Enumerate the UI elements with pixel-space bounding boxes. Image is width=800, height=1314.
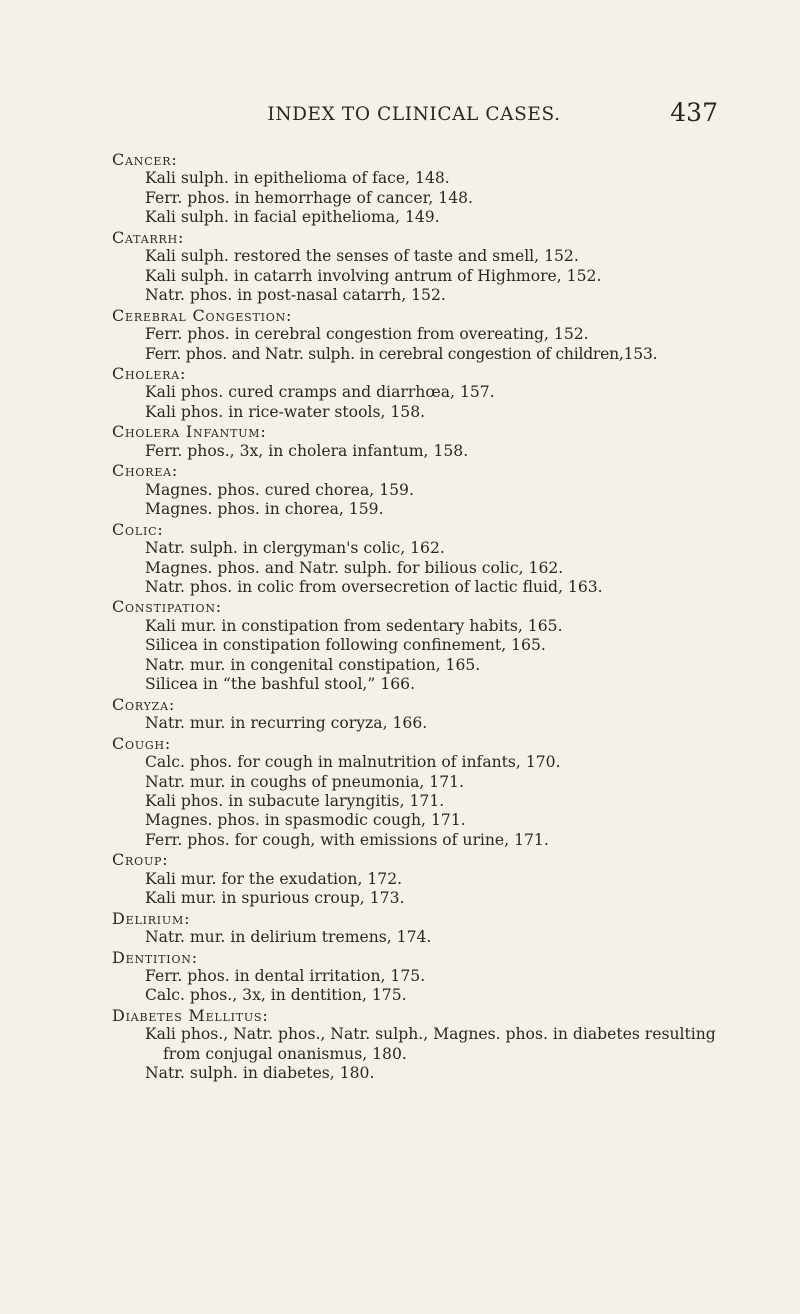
index-entry: Kali mur. for the exudation, 172. [145, 869, 403, 888]
index-entry: Ferr. phos. for cough, with emissions of urine, 171. [145, 830, 549, 849]
index-entry: Ferr. phos., 3x, in cholera infantum, 158. [145, 441, 469, 460]
page-header [110, 98, 718, 136]
page-number: 437 [670, 98, 718, 127]
index-entry: Magnes. phos. cured chorea, 159. [145, 480, 414, 499]
section-heading: Delirium: [112, 908, 191, 928]
index-entry: Kali sulph. in epithelioma of face, 148. [145, 169, 450, 188]
index-entry: Silicea in constipation following confinement, 165. [145, 636, 546, 655]
index-entry: Natr. mur. in recurring coryza, 166. [145, 714, 428, 733]
index-entry: Natr. phos. in colic from oversecretion of lactic fluid, 163. [145, 577, 603, 596]
section-heading: Colic: [112, 519, 164, 539]
running-title: INDEX TO CLINICAL CASES. [267, 104, 561, 125]
section-heading: Coryza: [112, 694, 176, 714]
index-entry: Magnes. phos. in chorea, 159. [145, 500, 384, 519]
index-entry: Ferr. phos. and Natr. sulph. in cerebral congestion of children,153. [145, 344, 658, 363]
section-heading: Dentition: [112, 947, 198, 967]
index-entry: Kali phos. in rice-water stools, 158. [145, 402, 426, 421]
index-entry: Magnes. phos. and Natr. sulph. for bilious colic, 162. [145, 558, 564, 577]
index-entry: Kali sulph. restored the senses of taste and smell, 152. [145, 247, 579, 266]
section-heading: Cancer: [112, 150, 178, 169]
index-entry: Kali mur. in constipation from sedentary habits, 165. [145, 616, 563, 635]
section-heading: Cough: [112, 733, 172, 753]
index-entry: Magnes. phos. in spasmodic cough, 171. [145, 811, 466, 830]
section-heading: Cholera: [112, 363, 187, 383]
index-entry: Ferr. phos. in cerebral congestion from overeating, 152. [145, 325, 589, 344]
index-entry: Silicea in “the bashful stool,” 166. [145, 675, 416, 694]
section-heading: Chorea: [112, 461, 179, 481]
index-entry: Ferr. phos. in hemorrhage of cancer, 148. [145, 188, 474, 207]
section-heading: Croup: [112, 850, 169, 870]
index-entry: Natr. mur. in coughs of pneumonia, 171. [145, 772, 465, 791]
index-entry: Kali mur. in spurious croup, 173. [145, 889, 405, 908]
index-entry: Kali phos., Natr. phos., Natr. sulph., Magnes. phos. in diabetes resulting from conjugal onanismus, 180. [145, 1025, 716, 1063]
index-entry: Kali phos. in subacute laryngitis, 171. [145, 791, 445, 810]
index-entry: Kali phos. cured cramps and diarrhœa, 157. [145, 383, 495, 402]
section-heading: Cholera Infantum: [112, 422, 267, 442]
index-entry: Calc. phos., 3x, in dentition, 175. [145, 986, 407, 1005]
section-heading: Catarrh: [112, 227, 185, 247]
section-heading: Diabetes Mellitus: [112, 1005, 269, 1025]
index-entry: Kali sulph. in facial epithelioma, 149. [145, 208, 440, 227]
index-entry: Kali sulph. in catarrh involving antrum of Highmore, 152. [145, 266, 602, 285]
index-entry: Natr. sulph. in diabetes, 180. [145, 1064, 375, 1083]
index-body [112, 150, 752, 1084]
index-entry: Calc. phos. for cough in malnutrition of infants, 170. [145, 753, 561, 772]
section-heading: Cerebral Congestion: [112, 305, 293, 325]
section-heading: Constipation: [112, 597, 222, 617]
index-entry: Natr. mur. in congenital constipation, 165. [145, 655, 481, 674]
index-entry: Natr. phos. in post-nasal catarrh, 152. [145, 286, 446, 305]
index-entry: Natr. sulph. in clergyman's colic, 162. [145, 539, 445, 558]
index-entry: Ferr. phos. in dental irritation, 175. [145, 967, 426, 986]
index-entry: Natr. mur. in delirium tremens, 174. [145, 928, 432, 947]
